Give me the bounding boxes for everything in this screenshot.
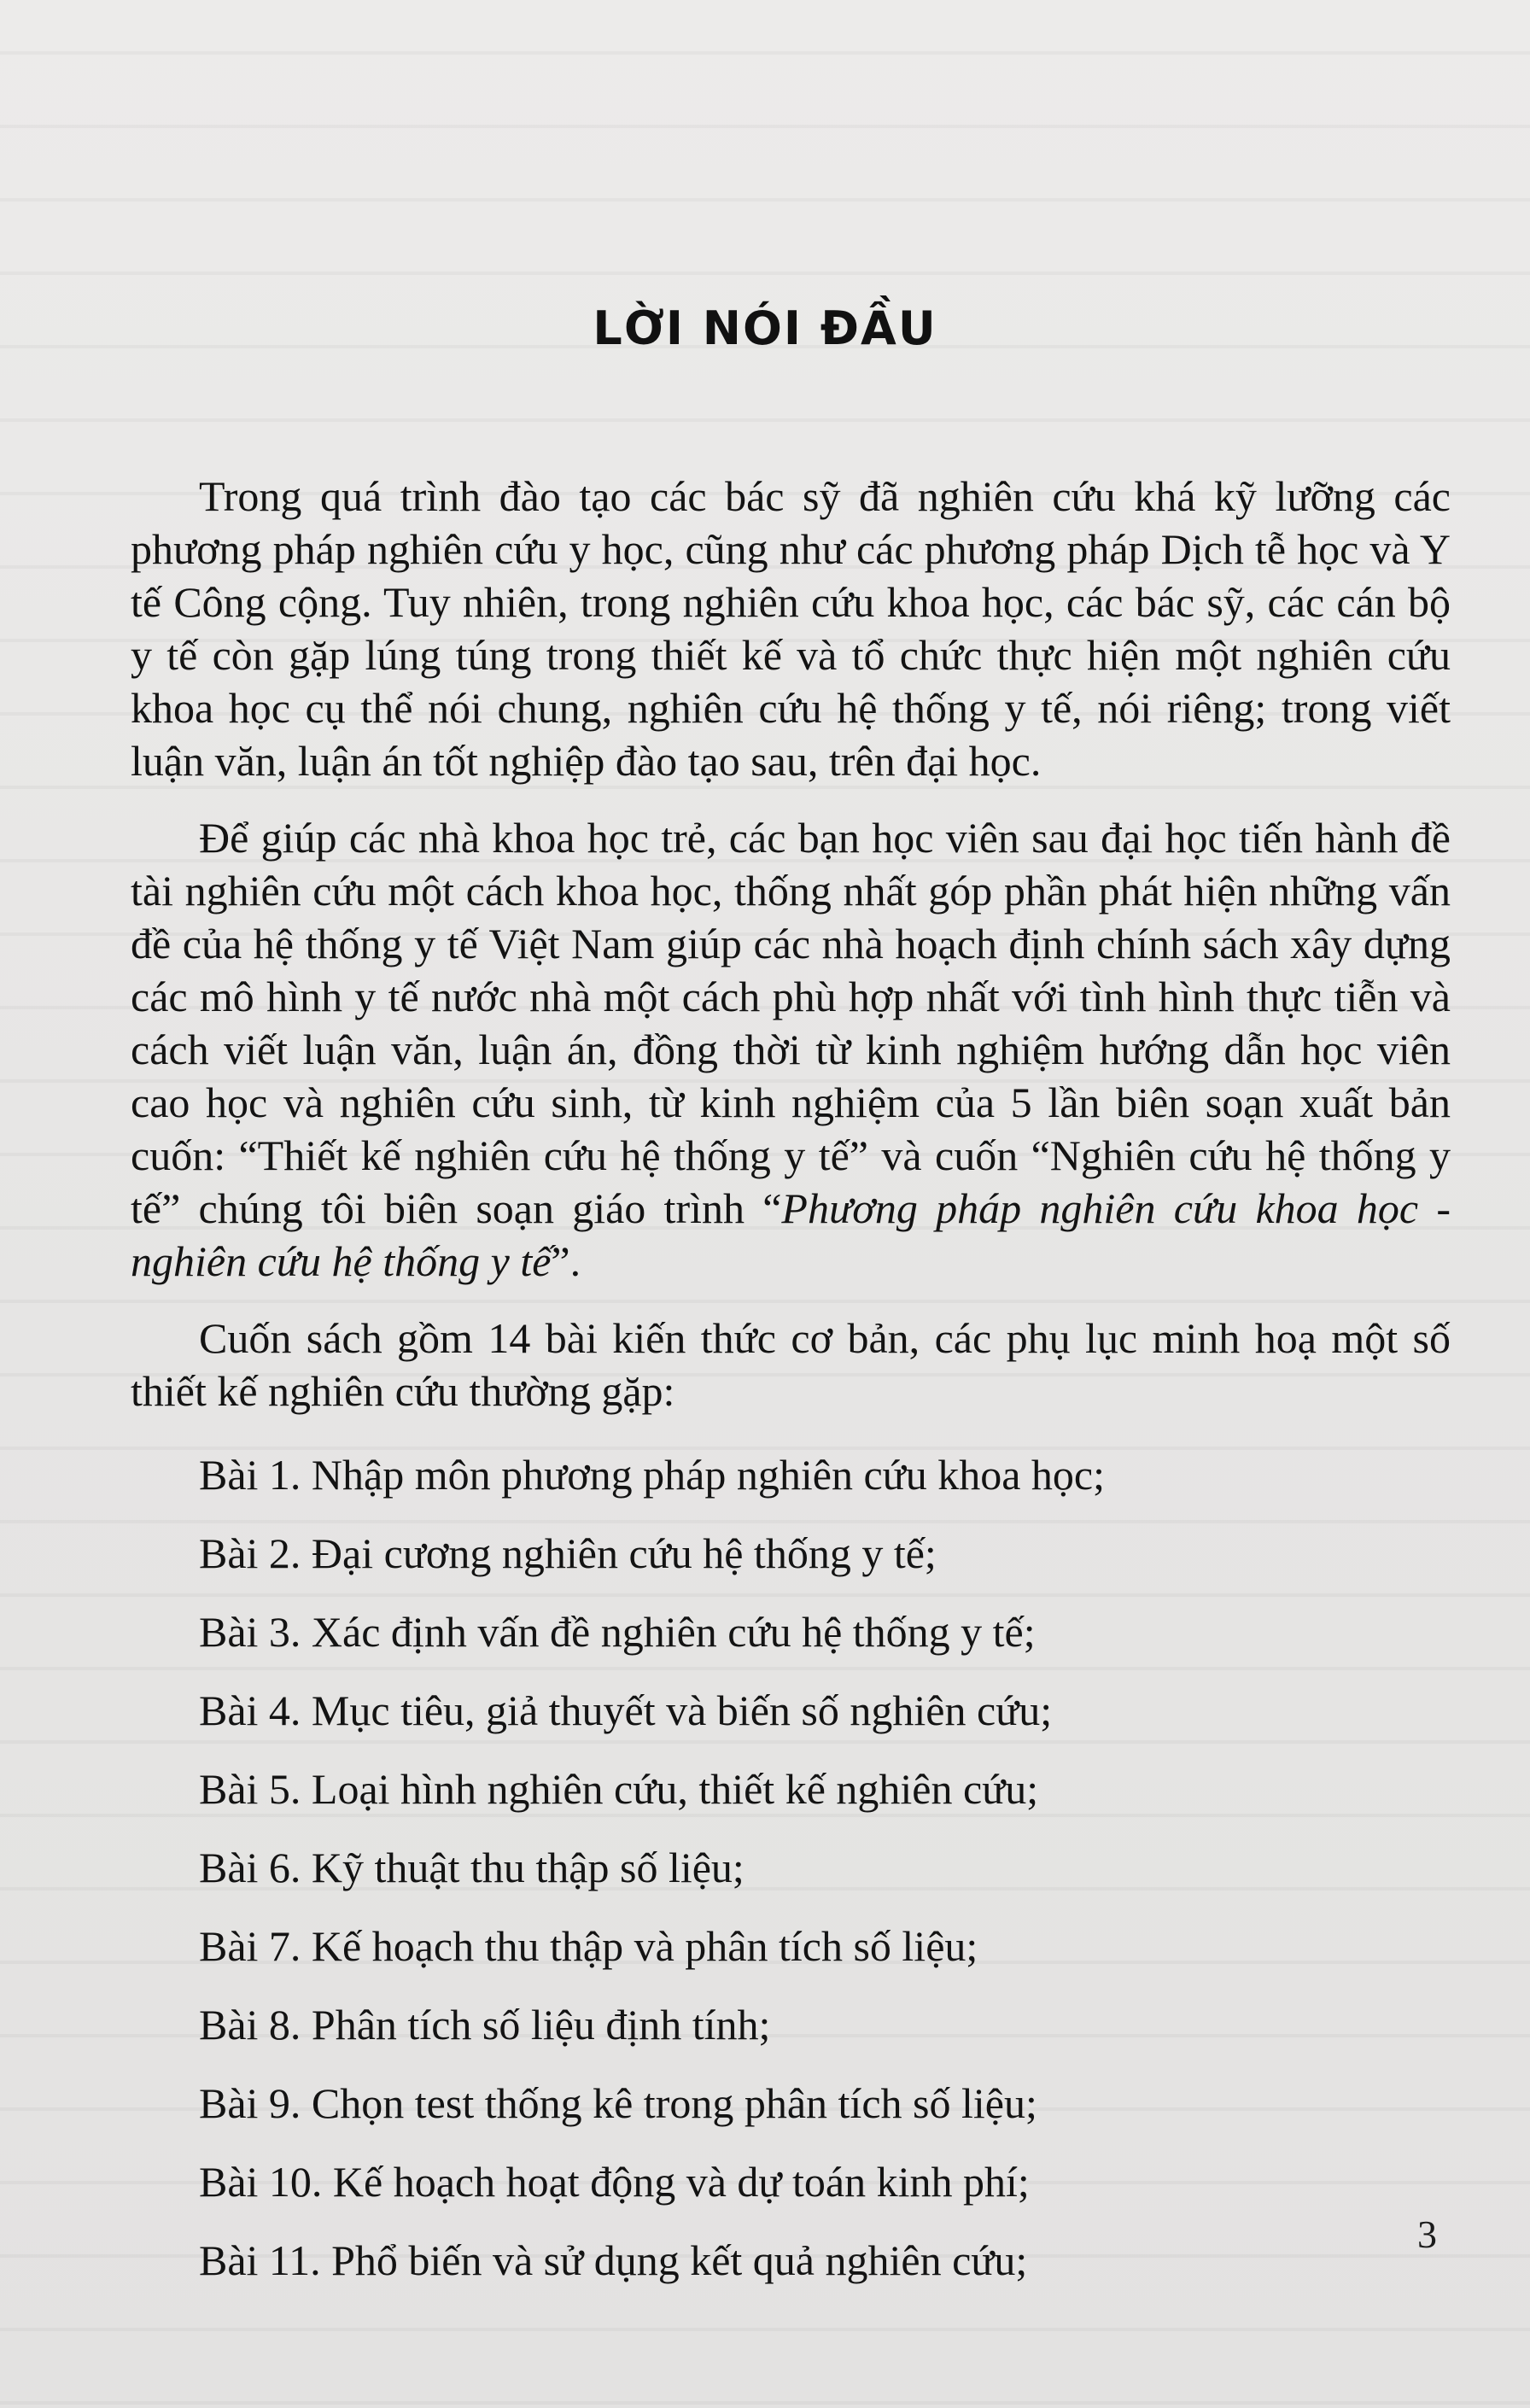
- lesson-item: Bài 10. Kế hoạch hoạt động và dự toán kinh phí;: [199, 2158, 1030, 2206]
- page-number: 3: [1417, 2212, 1437, 2256]
- lesson-item: Bài 7. Kế hoạch thu thập và phân tích số liệu;: [199, 1922, 978, 1970]
- lesson-item: Bài 2. Đại cương nghiên cứu hệ thống y tế;: [199, 1529, 937, 1577]
- book-title: Phương pháp nghiên cứu khoa học - nghiên cứu hệ thống y tế: [131, 1184, 1451, 1285]
- lesson-list: [131, 1448, 1451, 2287]
- lesson-item: Bài 5. Loại hình nghiên cứu, thiết kế nghiên cứu;: [199, 1765, 1039, 1813]
- purpose-text: Để giúp các nhà khoa học trẻ, các bạn học viên sau đại học tiến hành đề tài nghiên cứu một cách khoa học, thống nhất góp phần phát hiện những vấn đề của hệ thống y tế Việt Nam giúp các nhà hoạch định chính sách xây dựng các mô hình y tế nước nhà một cách phù hợp nhất với tình hình thực tiễn và cách viết luận văn, luận án, đồng thời từ kinh nghiệm hướng dẫn học viên cao học và nghiên cứu sinh, từ kinh nghiệm của 5 lần biên soạn xuất bản cuốn: “Thiết kế nghiên cứu hệ thống y tế” và cuốn “Nghiên cứu hệ thống y tế” chúng tôi biên soạn giáo trình “: [131, 814, 1451, 1232]
- page-title: LỜI NÓI ĐẦU: [593, 301, 937, 355]
- lesson-item: Bài 9. Chọn test thống kê trong phân tích số liệu;: [199, 2079, 1037, 2127]
- lesson-item: Bài 6. Kỹ thuật thu thập số liệu;: [199, 1844, 745, 1891]
- lesson-item: Bài 3. Xác định vấn đề nghiên cứu hệ thống y tế;: [199, 1608, 1036, 1656]
- contents-paragraph: Cuốn sách gồm 14 bài kiến thức cơ bản, các phụ lục minh hoạ một số thiết kế nghiên cứu thường gặp:: [131, 1314, 1451, 1415]
- page-body: [131, 470, 1451, 2312]
- purpose-text-end: ”.: [551, 1237, 581, 1285]
- lesson-item: Bài 1. Nhập môn phương pháp nghiên cứu khoa học;: [199, 1451, 1106, 1499]
- intro-paragraph: Trong quá trình đào tạo các bác sỹ đã nghiên cứu khá kỹ lưỡng các phương pháp nghiên cứu y học, cũng như các phương pháp Dịch tễ học và Y tế Công cộng. Tuy nhiên, trong nghiên cứu khoa học, các bác sỹ, các cán bộ y tế còn gặp lúng túng trong thiết kế và tổ chức thực hiện một nghiên cứu khoa học cụ thể nói chung, nghiên cứu hệ thống y tế, nói riêng; trong viết luận văn, luận án tốt nghiệp đào tạo sau, trên đại học.: [131, 472, 1451, 785]
- lesson-item: Bài 4. Mục tiêu, giả thuyết và biến số nghiên cứu;: [199, 1686, 1053, 1734]
- lesson-item: Bài 8. Phân tích số liệu định tính;: [199, 2001, 771, 2049]
- purpose-paragraph: [131, 811, 1451, 1288]
- lesson-item: Bài 11. Phổ biến và sử dụng kết quả nghiên cứu;: [199, 2236, 1028, 2284]
